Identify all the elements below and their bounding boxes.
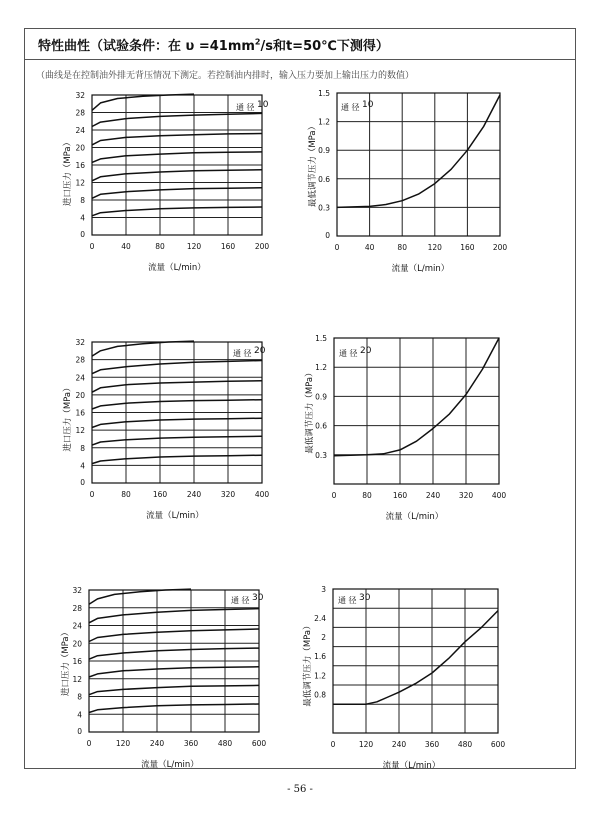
y-tick-label: 1.2 [314, 671, 326, 681]
x-tick-label: 160 [460, 243, 475, 252]
y-tick-label: 16 [75, 408, 85, 418]
chart-annotation: 通 径 [339, 349, 358, 358]
x-axis-label: 流量（L/min） [146, 511, 204, 521]
y-tick-label: 28 [75, 355, 85, 365]
y-tick-label: 1.5 [318, 89, 330, 98]
title-superscript: 2 [254, 37, 261, 47]
y-tick-label: 20 [75, 143, 85, 153]
chart-annotation-size: 10 [257, 100, 269, 110]
x-tick-label: 0 [330, 740, 336, 749]
y-tick-label: 8 [80, 443, 85, 453]
y-tick-label: 28 [75, 108, 85, 118]
x-tick-label: 120 [358, 740, 374, 749]
chart-annotation: 通 径 [236, 103, 255, 112]
title-tail: /s和t=50℃下测得） [260, 39, 389, 54]
x-tick-label: 0 [334, 243, 340, 252]
y-tick-label: 2.4 [314, 613, 326, 623]
y-tick-label: 16 [75, 161, 85, 170]
y-axis-label: 进口压力（MPa） [63, 383, 73, 452]
y-tick-label: 1.2 [318, 117, 330, 127]
x-tick-label: 320 [458, 491, 474, 500]
x-tick-label: 480 [457, 740, 473, 749]
y-tick-label: 8 [77, 692, 82, 702]
y-tick-label: 3 [321, 585, 326, 594]
x-tick-label: 0 [331, 491, 337, 500]
x-tick-label: 40 [364, 243, 375, 252]
y-tick-label: 28 [72, 603, 82, 613]
x-tick-label: 120 [186, 242, 202, 251]
y-tick-label: 12 [75, 178, 85, 188]
y-tick-label: 0 [325, 231, 330, 240]
x-axis-label: 流量（L/min） [141, 760, 199, 770]
x-tick-label: 200 [492, 243, 508, 252]
y-tick-label: 24 [75, 373, 85, 383]
y-tick-label: 4 [80, 213, 85, 223]
x-tick-label: 160 [392, 491, 408, 500]
y-tick-label: 4 [77, 710, 82, 720]
x-tick-label: 160 [220, 242, 236, 251]
x-tick-label: 360 [183, 739, 199, 748]
y-tick-label: 0 [77, 727, 82, 736]
x-tick-label: 400 [491, 491, 507, 500]
y-tick-label: 12 [72, 674, 82, 684]
x-axis-label: 流量（L/min） [148, 263, 206, 273]
x-axis-label: 流量（L/min） [385, 512, 444, 522]
y-tick-label: 24 [72, 621, 82, 631]
x-tick-label: 0 [86, 739, 92, 748]
chart-annotation-size: 20 [360, 346, 372, 356]
x-tick-label: 200 [254, 242, 270, 251]
x-tick-label: 80 [121, 490, 131, 499]
y-tick-label: 2 [321, 633, 326, 642]
x-tick-label: 80 [155, 242, 165, 251]
y-tick-label: 8 [80, 196, 85, 205]
y-axis-label: 最低调节压力（MPa） [305, 368, 315, 454]
y-tick-label: 0.9 [318, 146, 330, 156]
y-tick-label: 32 [75, 91, 85, 100]
x-axis-label: 流量（L/min） [382, 761, 441, 771]
y-tick-label: 0 [80, 230, 85, 239]
y-tick-label: 0.6 [318, 174, 330, 184]
y-axis-label: 最低调节压力（MPa） [308, 121, 318, 208]
y-tick-label: 0.3 [318, 203, 330, 213]
y-tick-label: 12 [75, 426, 85, 436]
y-tick-label: 20 [72, 639, 82, 649]
y-tick-label: 0.8 [314, 690, 326, 700]
x-tick-label: 360 [424, 740, 440, 749]
y-axis-label: 进口压力（MPa） [63, 137, 73, 207]
chart-annotation: 通 径 [233, 349, 252, 358]
y-tick-label: 1.6 [314, 652, 326, 662]
x-tick-label: 400 [254, 490, 270, 499]
x-tick-label: 240 [149, 739, 165, 748]
x-tick-label: 240 [186, 490, 202, 499]
x-tick-label: 120 [115, 739, 131, 748]
x-tick-label: 240 [425, 491, 441, 500]
plot-frame [333, 589, 498, 733]
chart-annotation: 通 径 [341, 103, 360, 112]
chart-annotation-size: 30 [252, 593, 264, 603]
y-tick-label: 0 [80, 478, 85, 487]
y-tick-label: 1.2 [315, 363, 327, 373]
x-tick-label: 600 [490, 740, 506, 749]
chart-annotation: 通 径 [338, 596, 357, 605]
chart-annotation-size: 20 [254, 346, 266, 356]
x-tick-label: 120 [427, 243, 442, 252]
y-tick-label: 1.5 [315, 334, 327, 343]
chart-annotation-size: 10 [362, 100, 374, 110]
x-tick-label: 0 [89, 242, 95, 251]
x-tick-label: 600 [251, 739, 267, 748]
y-tick-label: 4 [80, 461, 85, 471]
x-tick-label: 320 [220, 490, 236, 499]
x-tick-label: 0 [89, 490, 95, 499]
x-tick-label: 480 [217, 739, 233, 748]
page-number: - 56 - [287, 784, 313, 795]
y-tick-label: 20 [75, 390, 85, 400]
chart-annotation-size: 30 [359, 593, 371, 603]
chart-annotation: 通 径 [231, 596, 250, 605]
y-tick-label: 0.6 [315, 421, 327, 431]
y-axis-label: 最低调节压力（MPa） [303, 621, 313, 707]
x-tick-label: 80 [362, 491, 372, 500]
x-axis-label: 流量（L/min） [391, 264, 450, 274]
y-tick-label: 0.9 [315, 392, 327, 402]
title-main: 特性曲性（试验条件：在 υ =41mm [38, 39, 255, 54]
y-tick-label: 32 [75, 338, 85, 347]
x-tick-label: 80 [397, 243, 407, 252]
series-line [333, 611, 498, 705]
y-tick-label: 0.3 [315, 450, 327, 460]
y-tick-label: 24 [75, 126, 85, 135]
y-tick-label: 32 [72, 586, 82, 595]
x-tick-label: 160 [152, 490, 168, 499]
y-axis-label: 进口压力（MPa） [61, 627, 71, 697]
y-tick-label: 16 [72, 657, 82, 666]
test-note: （曲线是在控制油外排无背压情况下测定。若控制油内排时，输入压力要加上输出压力的数值） [36, 71, 415, 81]
x-tick-label: 240 [391, 740, 407, 749]
x-tick-label: 40 [121, 242, 131, 251]
